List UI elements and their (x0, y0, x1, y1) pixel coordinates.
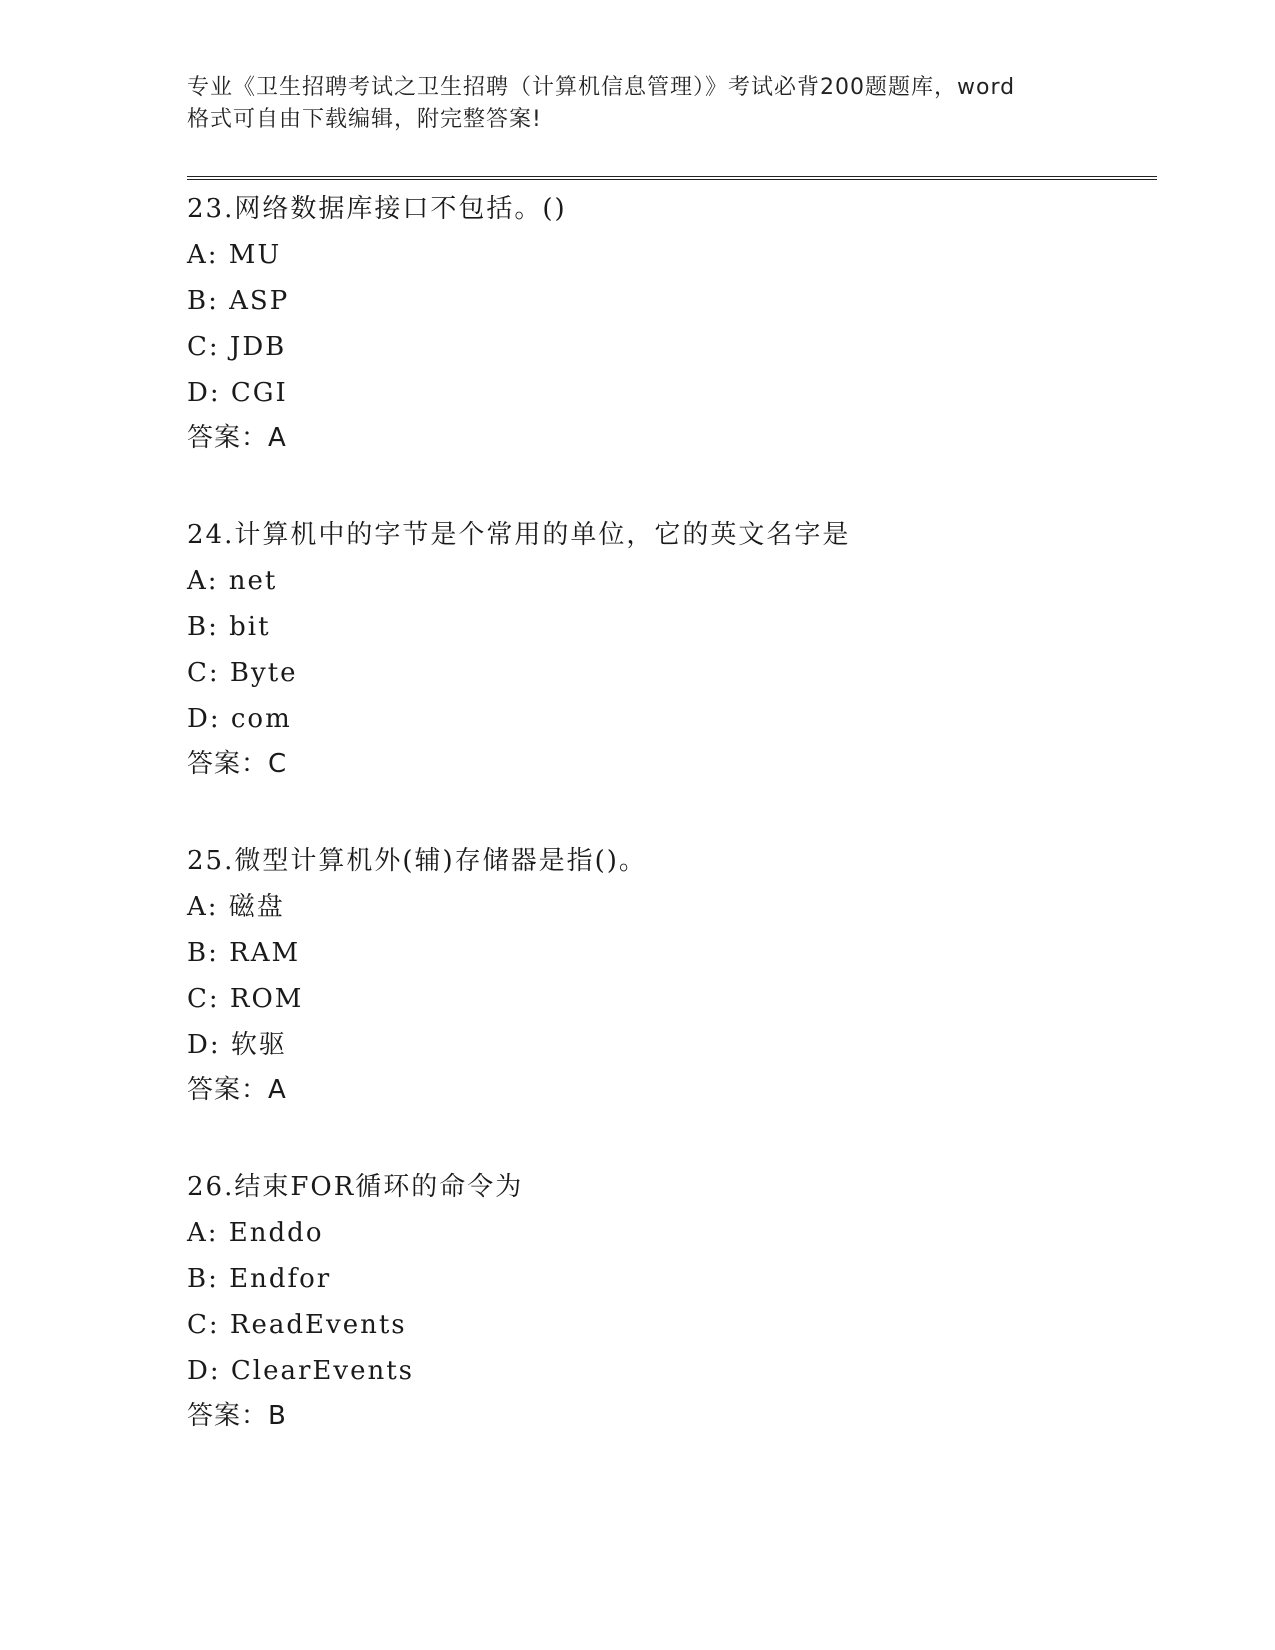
option-d: D: CGI (187, 378, 288, 408)
option-a: A: net (187, 566, 278, 596)
answer-label: 答案：B (187, 1401, 287, 1431)
option-d: D: ClearEvents (187, 1356, 414, 1386)
document-header (187, 72, 1157, 136)
header-divider (187, 176, 1157, 180)
document-page (187, 72, 1157, 1438)
option-b: B: RAM (187, 938, 301, 968)
option-b: B: ASP (187, 286, 290, 316)
answer-label: 答案：A (187, 423, 287, 453)
answer-label: 答案：C (187, 749, 288, 779)
header-line-1: 专业《卫生招聘考试之卫生招聘（计算机信息管理）》考试必背200题题库，word (187, 75, 1016, 100)
header-line-2: 格式可自由下载编辑，附完整答案! (187, 107, 542, 132)
question-stem: 23.网络数据库接口不包括。() (187, 194, 567, 224)
option-d: D: com (187, 704, 292, 734)
question-list (187, 186, 1157, 1438)
question-23 (187, 186, 1157, 460)
option-c: C: ReadEvents (187, 1310, 407, 1340)
question-stem: 25.微型计算机外(辅)存储器是指()。 (187, 846, 647, 876)
question-stem: 24.计算机中的字节是个常用的单位，它的英文名字是 (187, 520, 851, 550)
option-c: C: Byte (187, 658, 298, 688)
option-b: B: Endfor (187, 1264, 332, 1294)
option-a: A: Enddo (187, 1218, 324, 1248)
question-25 (187, 838, 1157, 1112)
question-26 (187, 1164, 1157, 1438)
question-24 (187, 512, 1157, 786)
question-stem: 26.结束FOR循环的命令为 (187, 1172, 524, 1202)
option-b: B: bit (187, 612, 271, 642)
option-a: A: 磁盘 (187, 892, 285, 922)
option-d: D: 软驱 (187, 1030, 287, 1060)
option-c: C: ROM (187, 984, 304, 1014)
answer-label: 答案：A (187, 1075, 287, 1105)
option-a: A: MU (187, 240, 282, 270)
option-c: C: JDB (187, 332, 287, 362)
